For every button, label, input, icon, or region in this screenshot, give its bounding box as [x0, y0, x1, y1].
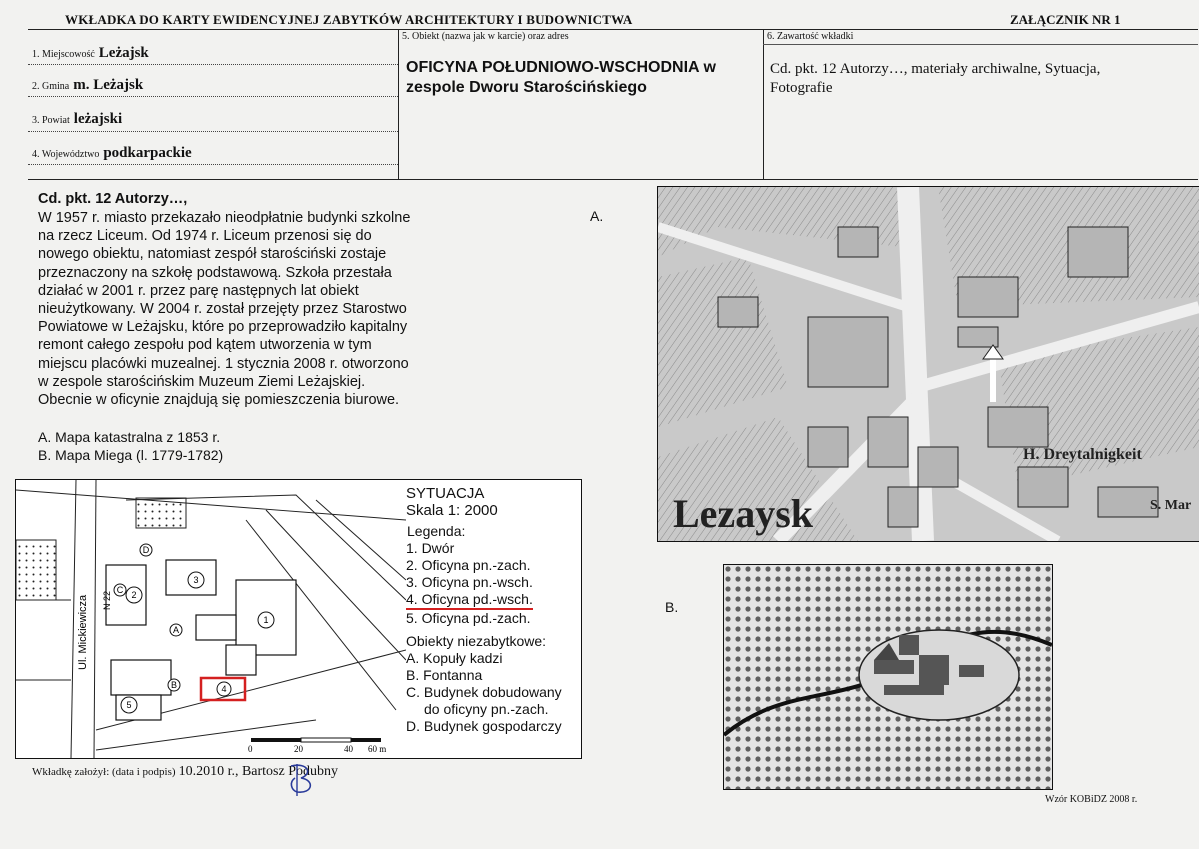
- marker-d: D: [142, 545, 150, 555]
- legend-heading: Legenda:: [407, 523, 466, 539]
- map-a-label-smar: S. Mar: [1150, 498, 1192, 513]
- legend-item: 1. Dwór: [406, 540, 455, 556]
- scale-tick-0: 0: [248, 744, 253, 754]
- street-label: Ul. Mickiewicza: [77, 594, 89, 670]
- marker-a: A: [172, 625, 180, 635]
- signature-mark: [283, 760, 323, 800]
- body-line: nieużytkowany. W 2004 r. został przejęty przez Starostwo: [38, 301, 407, 318]
- contents-rule: [763, 44, 1198, 45]
- field-county: 3. Powiat leżajski: [32, 111, 123, 127]
- situation-legend: [406, 485, 581, 735]
- body-line: na rzecz Liceum. Od 1974 r. Liceum przenosi się do: [38, 228, 372, 245]
- marker-4: 4: [221, 684, 227, 694]
- legend-item: 3. Oficyna pn.-wsch.: [406, 574, 533, 590]
- nonmonument-item: D. Budynek gospodarczy: [406, 718, 562, 734]
- contents-line2: Fotografie: [770, 80, 833, 96]
- map-a-town-name: Lezaysk: [673, 491, 813, 536]
- body-line: remont całego zespołu pod kątem utworzenia w tym: [38, 337, 372, 354]
- nonmonument-item: B. Fontanna: [406, 667, 483, 683]
- annex-label: ZAŁĄCZNIK NR 1: [1010, 12, 1121, 27]
- field-rule: [28, 131, 398, 132]
- street-number: N 22: [102, 590, 112, 610]
- field-commune: 2. Gmina m. Leżajsk: [32, 77, 144, 93]
- field-voivodeship: 4. Województwo podkarpackie: [32, 145, 192, 161]
- body-line: W 1957 r. miasto przekazało nieodpłatnie budynki szkolne: [38, 210, 411, 226]
- legend-item: 5. Oficyna pd.-zach.: [406, 610, 531, 626]
- field-rule: [28, 96, 398, 97]
- header-rule: [28, 29, 1198, 30]
- nonmonument-item-cont: do oficyny pn.-zach.: [424, 701, 549, 717]
- marker-2: 2: [131, 590, 137, 600]
- list-item-map-a: A. Mapa katastralna z 1853 r.: [38, 429, 221, 445]
- body-line: w zespole starościńskim Muzeum Ziemi Leżajskiej.: [38, 373, 366, 390]
- situation-title: SYTUACJA: [406, 485, 485, 502]
- document-title: WKŁADKA DO KARTY EWIDENCYJNEJ ZABYTKÓW ARCHITEKTURY I BUDOWNICTWA: [65, 12, 633, 27]
- body-line: Powiatowe w Leżajsku, które po przeprowadziło kapitalny: [38, 319, 408, 336]
- field-locality: 1. Miejscowość Leżajsk: [32, 45, 149, 61]
- marker-c: C: [116, 585, 124, 595]
- situation-plan-drawing: [16, 480, 406, 758]
- body-line: Obecnie w oficynie znajdują się pomieszczenia biurowe.: [38, 392, 400, 409]
- author-line: Wkładkę założył: (data i podpis) 10.2010 r., Bartosz Podubny: [32, 764, 339, 779]
- grid-bottom-rule: [28, 179, 1198, 180]
- field-rule: [28, 164, 398, 165]
- marker-1: 1: [263, 615, 269, 625]
- object-name-line2: zespole Dworu Starościńskiego: [406, 79, 647, 96]
- map-a-label: A.: [590, 208, 604, 224]
- nonmonument-item: C. Budynek dobudowany: [406, 684, 562, 700]
- field-rule: [28, 64, 398, 65]
- nonmonument-item: A. Kopuły kadzi: [406, 650, 503, 666]
- body-paragraph: [38, 209, 448, 409]
- nonmonument-heading: Obiekty niezabytkowe:: [406, 633, 547, 649]
- body-line: przeznaczony na szkołę podstawową. Szkoła przestała: [38, 264, 392, 281]
- body-title: Cd. pkt. 12 Autorzy…,: [38, 191, 188, 207]
- situation-scale: Skala 1: 2000: [406, 502, 498, 519]
- grid-divider-1: [398, 29, 399, 179]
- contents-line1: Cd. pkt. 12 Autorzy…, materiały archiwalne, Sytuacja,: [770, 61, 1101, 77]
- body-line: nowego obiektu, natomiast zespół starościński zostaje: [38, 246, 387, 263]
- marker-3: 3: [193, 575, 199, 585]
- object-label: 5. Obiekt (nazwa jak w karcie) oraz adres: [402, 31, 569, 42]
- body-line: miejscu placówki muzealnej. 1 stycznia 2008 r. otworzono: [38, 355, 409, 372]
- scale-tick-60: 60 m: [368, 744, 387, 754]
- grid-divider-2: [763, 29, 764, 179]
- situation-plan: [15, 479, 582, 759]
- mieg-map: [723, 564, 1053, 790]
- mieg-map-drawing: [724, 565, 1052, 789]
- object-name-line1: OFICYNA POŁUDNIOWO-WSCHODNIA w: [406, 59, 716, 76]
- cadastral-map-drawing: [658, 187, 1199, 541]
- list-item-map-b: B. Mapa Miega (l. 1779-1782): [38, 447, 224, 463]
- scale-tick-40: 40: [344, 744, 353, 754]
- marker-5: 5: [126, 700, 132, 710]
- map-b-label: B.: [665, 599, 679, 615]
- template-note: Wzór KOBiDZ 2008 r.: [1045, 794, 1138, 805]
- scale-tick-20: 20: [294, 744, 303, 754]
- map-a-church-label: H. Dreytalnigkeit: [1023, 446, 1142, 463]
- legend-item-highlighted: 4. Oficyna pd.-wsch.: [406, 591, 533, 610]
- legend-item: 2. Oficyna pn.-zach.: [406, 557, 531, 573]
- marker-b: B: [170, 680, 178, 690]
- contents-label: 6. Zawartość wkładki: [767, 31, 854, 42]
- body-line: działać w 2001 r. przez parę następnych lat obiekt: [38, 282, 359, 299]
- cadastral-map: [657, 186, 1199, 542]
